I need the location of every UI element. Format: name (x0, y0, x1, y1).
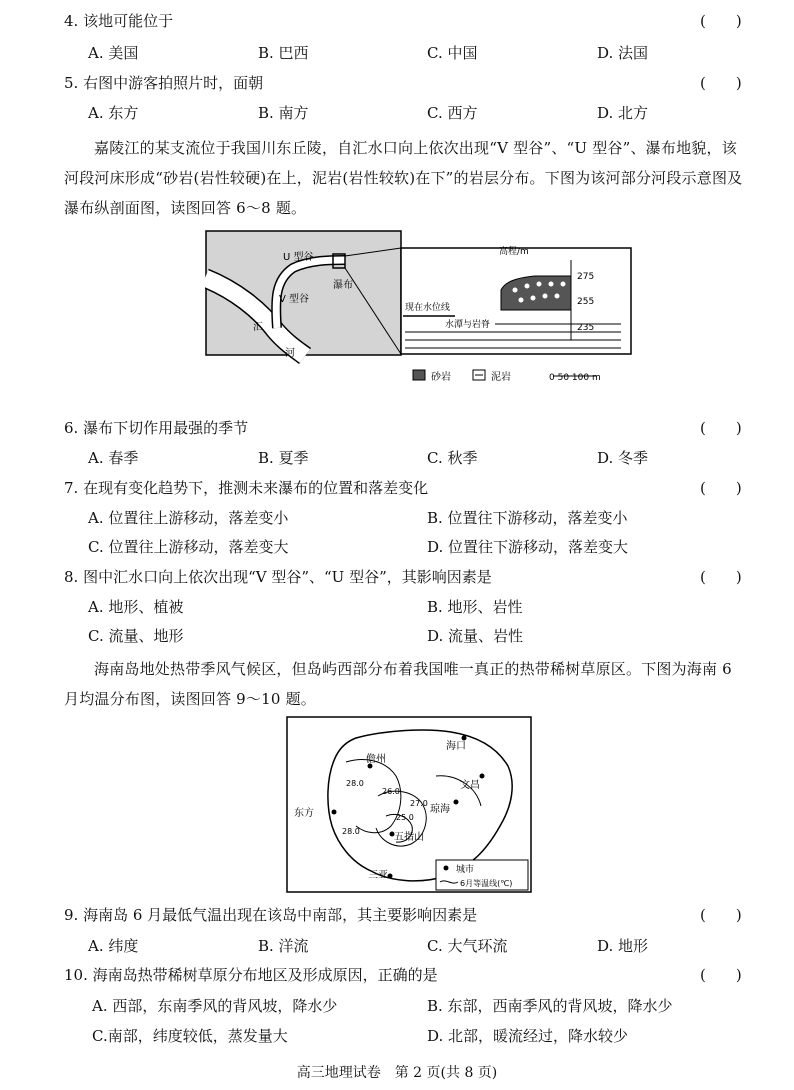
option-d: D. 冬季 (597, 449, 649, 467)
option-d: D. 北部，暖流经过，降水较少 (427, 1027, 629, 1045)
option-c: C.南部，纬度较低，蒸发量大 (92, 1027, 288, 1045)
elevation-axis-label: 高程/m (499, 247, 529, 257)
isotherm-label: 27.0 (410, 799, 428, 808)
answer-bracket: ( ) (700, 568, 742, 586)
answer-bracket: ( ) (700, 419, 742, 437)
answer-bracket: ( ) (700, 906, 742, 924)
option-a: A. 西部，东南季风的背风坡，降水少 (92, 997, 338, 1015)
tick-255: 255 (577, 297, 595, 307)
question-9-stem: 9. 海南岛 6 月最低气温出现在该岛中南部，其主要影响因素是 (64, 906, 478, 924)
option-b: B. 位置往下游移动，落差变小 (427, 509, 628, 527)
option-b: B. 东部，西南季风的背风坡，降水少 (427, 997, 673, 1015)
option-a: A. 位置往上游移动，落差变小 (88, 509, 289, 527)
legend-city: 城市 (456, 865, 475, 875)
legend-isotherm: 6月等温线(℃) (460, 879, 513, 888)
figure-hainan-isotherm (286, 716, 532, 893)
page-footer: 高三地理试卷 第 2 页(共 8 页) (296, 1065, 498, 1081)
city-wenchang: 文昌 (460, 780, 480, 791)
option-d: D. 北方 (597, 104, 649, 122)
question-8-stem: 8. 图中汇水口向上依次出现“V 型谷”、“U 型谷”，其影响因素是 (64, 568, 492, 586)
u-valley-label: U 型谷 (283, 252, 314, 263)
passage-hainan: 海南岛地处热带季风气候区，但岛屿西部分布着我国唯一真正的热带稀树草原区。下图为海南 6 月均温分布图，读图回答 9～10 题。 (64, 660, 732, 708)
pool-label: 水潭与岩脊 (445, 320, 491, 330)
tick-275: 275 (577, 272, 595, 282)
city-dongfang: 东方 (294, 808, 314, 819)
option-b: B. 地形、岩性 (427, 598, 523, 616)
passage-jialing-river: 嘉陵江的某支流位于我国川东丘陵，自汇水口向上依次出现“V 型谷”、“U 型谷”、瀑布地貌，该河段河床形成“砂岩(岩性较硬)在上，泥岩(岩性较软)在下”的岩层分布。下图为该河部分河段示意图及瀑布纵剖面图，读图回答 6～8 题。 (64, 139, 743, 217)
legend-sandstone: 砂岩 (431, 372, 451, 383)
isotherm-label: 26.0 (382, 787, 400, 796)
answer-bracket: ( ) (700, 74, 742, 92)
option-d: D. 流量、岩性 (427, 627, 524, 645)
answer-bracket: ( ) (700, 12, 742, 30)
option-d: D. 位置往下游移动，落差变大 (427, 538, 629, 556)
option-c: C. 流量、地形 (88, 627, 184, 645)
option-d: D. 地形 (597, 937, 649, 955)
option-d: D. 法国 (597, 44, 649, 62)
option-c: C. 秋季 (427, 449, 478, 467)
option-a: A. 纬度 (88, 937, 139, 955)
option-c: C. 西方 (427, 104, 478, 122)
question-10-stem: 10. 海南岛热带稀树草原分布地区及形成原因，正确的是 (64, 966, 438, 984)
question-6-stem: 6. 瀑布下切作用最强的季节 (64, 419, 249, 437)
question-4-stem: 4. 该地可能位于 (64, 12, 174, 30)
v-valley-label: V 型谷 (279, 294, 310, 305)
answer-bracket: ( ) (700, 966, 742, 984)
option-a: A. 地形、植被 (88, 598, 184, 616)
tick-235: 235 (577, 323, 595, 333)
option-c: C. 中国 (427, 44, 478, 62)
city-danzhou: 儋州 (366, 754, 386, 765)
city-sanya: 三亚 (368, 870, 388, 881)
river-label: 河 (285, 348, 295, 359)
option-b: B. 南方 (258, 104, 309, 122)
option-a: A. 春季 (88, 449, 139, 467)
option-a: A. 东方 (88, 104, 139, 122)
isotherm-label: 28.0 (342, 827, 360, 836)
isotherm-label: 25.0 (396, 813, 414, 822)
city-wuzhishan: 五指山 (394, 832, 424, 843)
option-b: B. 巴西 (258, 44, 309, 62)
answer-bracket: ( ) (700, 479, 742, 497)
scale-bar: 0 50 100 m (549, 373, 601, 383)
option-b: B. 洋流 (258, 937, 309, 955)
option-b: B. 夏季 (258, 449, 309, 467)
water-level-label: 现在水位线 (405, 303, 451, 313)
city-haikou: 海口 (446, 741, 466, 752)
junction-label: 汇 (253, 322, 263, 333)
option-a: A. 美国 (88, 44, 139, 62)
isotherm-label: 28.0 (346, 779, 364, 788)
legend-mudstone: 泥岩 (491, 372, 511, 383)
city-qionghai: 琼海 (430, 804, 450, 815)
option-c: C. 大气环流 (427, 937, 508, 955)
question-7-stem: 7. 在现有变化趋势下，推测未来瀑布的位置和落差变化 (64, 479, 429, 497)
waterfall-label: 瀑布 (333, 280, 353, 291)
figure-river-waterfall (205, 230, 635, 390)
option-c: C. 位置往上游移动，落差变大 (88, 538, 289, 556)
question-5-stem: 5. 右图中游客拍照片时，面朝 (64, 74, 264, 92)
